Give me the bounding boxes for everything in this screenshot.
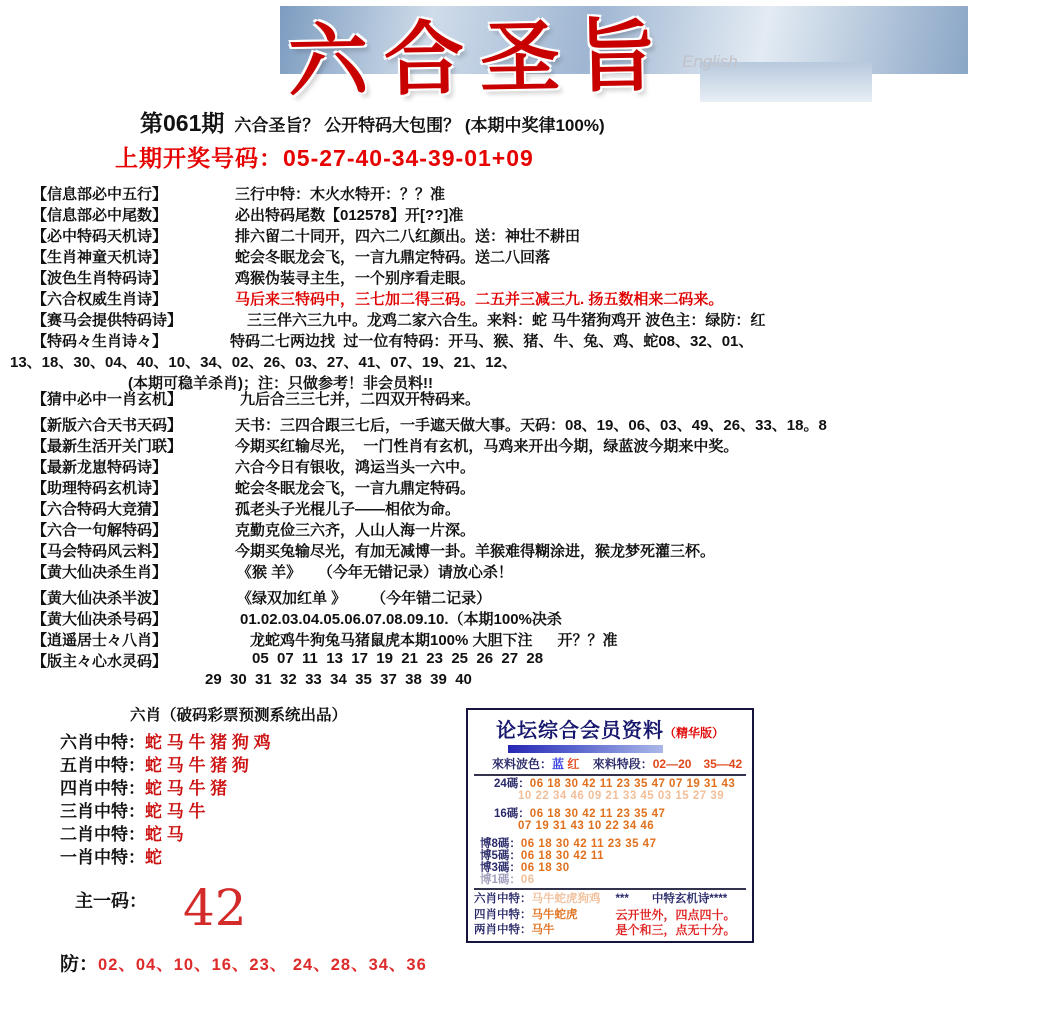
prediction-row <box>0 388 1062 409</box>
code-row-numbers-cont: 07 19 31 43 10 22 34 46 <box>518 820 655 832</box>
sixxiao-row <box>60 800 460 823</box>
guard-row <box>60 949 460 976</box>
code-row-label: 博1碼： <box>480 874 521 886</box>
row-label: 【六合一句解特码】 <box>32 522 168 539</box>
row-text: (本期可稳羊杀肖)；注：只做参考！非会员料!! <box>128 375 433 392</box>
prediction-rows <box>0 177 1062 692</box>
code-row <box>474 850 746 862</box>
prediction-row <box>0 204 1062 225</box>
row-text: 13、18、30、04、40、10、34、02、26、03、27、41、07、19、21、12、 <box>10 354 517 371</box>
segment-label: 來料特段： <box>592 757 653 771</box>
row-label: 【新版六合天书天码】 <box>32 417 183 434</box>
row-text: 三三伴六三九中。龙鸡二家六合生。来料：蛇 马牛猪狗鸡开 波色主：绿防：红 <box>247 312 766 329</box>
code-row-label: 24碼： <box>494 778 530 790</box>
sixxiao-row <box>60 754 460 777</box>
issue-line <box>140 105 605 138</box>
row-label: 【马会特码风云料】 <box>32 543 168 560</box>
code-row-numbers: 06 18 30 42 11 <box>520 850 605 862</box>
sixxiao-value: 蛇 马 牛 猪 <box>145 779 228 798</box>
sixxiao-section <box>60 703 460 976</box>
row-text: 必出特码尾数【012578】开[??]准 <box>235 207 464 224</box>
prediction-row <box>0 351 1062 372</box>
row-text: 今期买红输尽光， 一门性肖有玄机，马鸡来开出今期，绿蓝波今期来中奖。 <box>235 438 739 455</box>
zodiac-right-text: *** 中特玄机诗**** <box>615 893 728 905</box>
row-label: 【最新生活开关门联】 <box>32 438 183 455</box>
row-label: 【最新龙崽特码诗】 <box>32 459 168 476</box>
sixxiao-value: 蛇 <box>145 848 162 867</box>
code-row-label: 博8碼： <box>480 838 521 850</box>
row-label: 【黄大仙决杀半波】 <box>32 590 168 607</box>
sixxiao-row <box>60 846 460 869</box>
guard-values: 02、04、10、16、23、 24、28、34、36 <box>98 956 427 974</box>
sixxiao-value: 蛇 马 牛 猪 狗 鸡 <box>145 733 271 752</box>
prediction-row <box>0 309 1062 330</box>
zodiac-label: 两肖中特： <box>474 924 532 936</box>
sixxiao-rows <box>60 731 460 869</box>
sixxiao-value: 蛇 马 牛 <box>145 802 206 821</box>
guard-label: 防： <box>60 954 99 975</box>
zodiac-row <box>474 908 746 923</box>
row-text: 六合今日有银收，鸿运当头一六中。 <box>235 459 476 476</box>
prediction-row <box>0 587 1062 608</box>
sixxiao-title: 六肖（破码彩票预测系统出品） <box>130 707 348 724</box>
main-code-value: 42 <box>183 879 247 937</box>
code-row <box>474 808 746 820</box>
code-row-label: 博5碼： <box>480 850 521 862</box>
issue-number: 第061期 <box>140 110 225 136</box>
divider-bottom <box>474 888 746 890</box>
zodiac-rows <box>474 892 746 938</box>
row-label: 【生肖神童天机诗】 <box>32 249 168 266</box>
prediction-row <box>0 288 1062 309</box>
row-text: 蛇会冬眠龙会飞，一言九鼎定特码。送二八回落 <box>235 249 551 266</box>
prediction-row <box>0 498 1062 519</box>
prediction-row <box>0 561 1062 582</box>
row-text: 龙蛇鸡牛狗兔马猪鼠虎本期100% 大胆下注 开？？准 <box>250 632 618 649</box>
zodiac-left <box>474 908 615 923</box>
sixxiao-value: 蛇 马 牛 猪 狗 <box>145 756 249 775</box>
sixxiao-label: 二肖中特： <box>60 825 145 844</box>
last-draw-numbers: 上期开奖号码：05-27-40-34-39-01+09 <box>115 145 534 171</box>
code-row <box>474 778 746 790</box>
divider-top <box>474 774 746 776</box>
row-label: 【特码々生肖诗々】 <box>32 333 168 350</box>
segment-values: 02—20 35—42 <box>652 757 743 771</box>
prediction-row <box>0 414 1062 435</box>
row-text: 29 30 31 32 33 34 35 37 38 39 40 <box>205 671 472 688</box>
wave-blue-value: 蓝 <box>552 757 565 771</box>
prediction-row <box>0 225 1062 246</box>
row-text: 克勤克俭三六齐，人山人海一片深。 <box>235 522 476 539</box>
row-label: 【版主々心水灵码】 <box>32 653 168 670</box>
row-text: 鸡猴伪装寻主生，一个别序看走眼。 <box>235 270 476 287</box>
row-text: 05 07 11 13 17 19 21 23 25 26 27 28 <box>252 650 544 667</box>
sixxiao-value: 蛇 马 <box>145 825 184 844</box>
row-text: 01.02.03.04.05.06.07.08.09.10.（本期100%决杀 <box>240 611 562 628</box>
logo-title: 六合圣旨 <box>287 7 673 109</box>
prediction-row <box>0 519 1062 540</box>
sixxiao-label: 四肖中特： <box>60 779 145 798</box>
code-row <box>474 862 746 874</box>
row-label: 【猜中必中一肖玄机】 <box>32 391 183 408</box>
main-code-row <box>60 879 460 937</box>
zodiac-right-text: 云开世外，四点四十。 <box>615 907 736 922</box>
zodiac-label: 四肖中特： <box>474 908 532 921</box>
zodiac-label: 六肖中特： <box>474 893 532 905</box>
member-box <box>466 708 754 943</box>
sixxiao-row <box>60 777 460 800</box>
zodiac-value: 马牛 <box>531 924 555 936</box>
zodiac-left <box>474 923 615 938</box>
prediction-row <box>0 629 1062 650</box>
code-row-numbers: 06 <box>520 874 535 886</box>
row-label: 【逍遥居士々八肖】 <box>32 632 168 649</box>
code-row <box>474 838 746 850</box>
sixxiao-label: 一肖中特： <box>60 848 145 867</box>
zodiac-right-text: 是个和三，点无十分。 <box>615 923 736 937</box>
row-label: 【黄大仙决杀号码】 <box>32 611 168 628</box>
prediction-row <box>0 456 1062 477</box>
row-text: 今期买兔输尽光，有加无减博一卦。羊猴难得糊涂进，猴龙梦死灌三杯。 <box>235 543 716 560</box>
prediction-row <box>0 183 1062 204</box>
member-box-title: 论坛综合会员资料 <box>495 720 664 742</box>
sixxiao-label: 五肖中特： <box>60 756 145 775</box>
code-row-numbers: 06 18 30 42 11 23 35 47 07 19 31 43 <box>529 778 736 790</box>
prediction-row <box>0 650 1062 671</box>
sixxiao-label: 三肖中特： <box>60 802 145 821</box>
row-text: 天书：三四合跟三七后，一手遮天做大事。天码：08、19、06、03、49、26、33、18。8 <box>235 417 827 434</box>
row-text: 蛇会冬眠龙会飞，一言九鼎定特码。 <box>235 480 476 497</box>
zodiac-left <box>474 892 615 907</box>
code-row-numbers-cont: 10 22 34 46 09 21 33 45 03 15 27 39 <box>518 790 725 802</box>
prediction-row <box>0 435 1062 456</box>
prediction-row <box>0 330 1062 351</box>
row-text: 三行中特：木火水特开：？？准 <box>235 186 446 203</box>
wave-source-label: 來料波色： <box>492 757 553 771</box>
row-text: 《绿双加红单 》 （今年错二记录） <box>237 590 492 607</box>
zodiac-row <box>474 923 746 938</box>
gradient-bar <box>508 745 663 753</box>
row-label: 【六合权威生肖诗】 <box>32 291 168 308</box>
row-text: 孤老头子光棍儿子——相依为命。 <box>235 501 461 518</box>
code-row-numbers: 06 18 30 <box>520 862 570 874</box>
sixxiao-row <box>60 731 460 754</box>
main-code-label: 主一码： <box>75 891 147 911</box>
code-row-numbers: 06 18 30 42 11 23 35 47 <box>520 838 657 850</box>
prediction-row <box>0 608 1062 629</box>
row-text: 特码二七两边找 过一位有特码：开马、猴、猪、牛、兔、鸡、蛇08、32、01、 <box>230 333 754 350</box>
row-text: 九后合三三七并，二四双开特码来。 <box>240 391 481 408</box>
code-row-label: 博3碼： <box>480 862 521 874</box>
logo-watermark: English <box>682 52 738 71</box>
row-label: 【信息部必中尾数】 <box>32 207 168 224</box>
code-row-label: 16碼： <box>494 808 530 820</box>
prediction-row <box>0 477 1062 498</box>
row-label: 【信息部必中五行】 <box>32 186 168 203</box>
prediction-row <box>0 267 1062 288</box>
prediction-row <box>0 246 1062 267</box>
sixxiao-label: 六肖中特： <box>60 733 145 752</box>
code-row <box>474 874 746 886</box>
wave-red-value: 红 <box>567 757 580 771</box>
member-box-titleline <box>474 714 746 743</box>
row-label: 【六合特码大竞猜】 <box>32 501 168 518</box>
row-text: 排六留二十同开，四六二八红颜出。送：神壮不耕田 <box>235 228 581 245</box>
prediction-row <box>0 671 1062 692</box>
wave-line <box>492 755 746 772</box>
row-label: 【必中特码天机诗】 <box>32 228 168 245</box>
row-text: 马后来三特码中，三七加二得三码。二五并三减三九. 扬五数相来二码来。 <box>235 291 724 308</box>
code-row-numbers: 06 18 30 42 11 23 35 47 <box>529 808 666 820</box>
zodiac-value: 马牛蛇虎狗鸡 <box>531 893 601 905</box>
prediction-row <box>0 540 1062 561</box>
row-label: 【助理特码玄机诗】 <box>32 480 168 497</box>
row-text: 《猴 羊》 （今年无错记录）请放心杀！ <box>237 564 513 581</box>
zodiac-value: 马牛蛇虎 <box>531 908 578 921</box>
issue-subtitle: 六合圣旨？ 公开特码大包围？ (本期中奖律100%) <box>234 116 605 135</box>
sixxiao-row <box>60 823 460 846</box>
row-label: 【黄大仙决杀生肖】 <box>32 564 168 581</box>
row-label: 【波色生肖特码诗】 <box>32 270 168 287</box>
zodiac-row <box>474 892 746 907</box>
code-rows <box>474 778 746 886</box>
member-box-edition: （精华版） <box>663 726 724 740</box>
row-label: 【赛马会提供特码诗】 <box>32 312 183 329</box>
